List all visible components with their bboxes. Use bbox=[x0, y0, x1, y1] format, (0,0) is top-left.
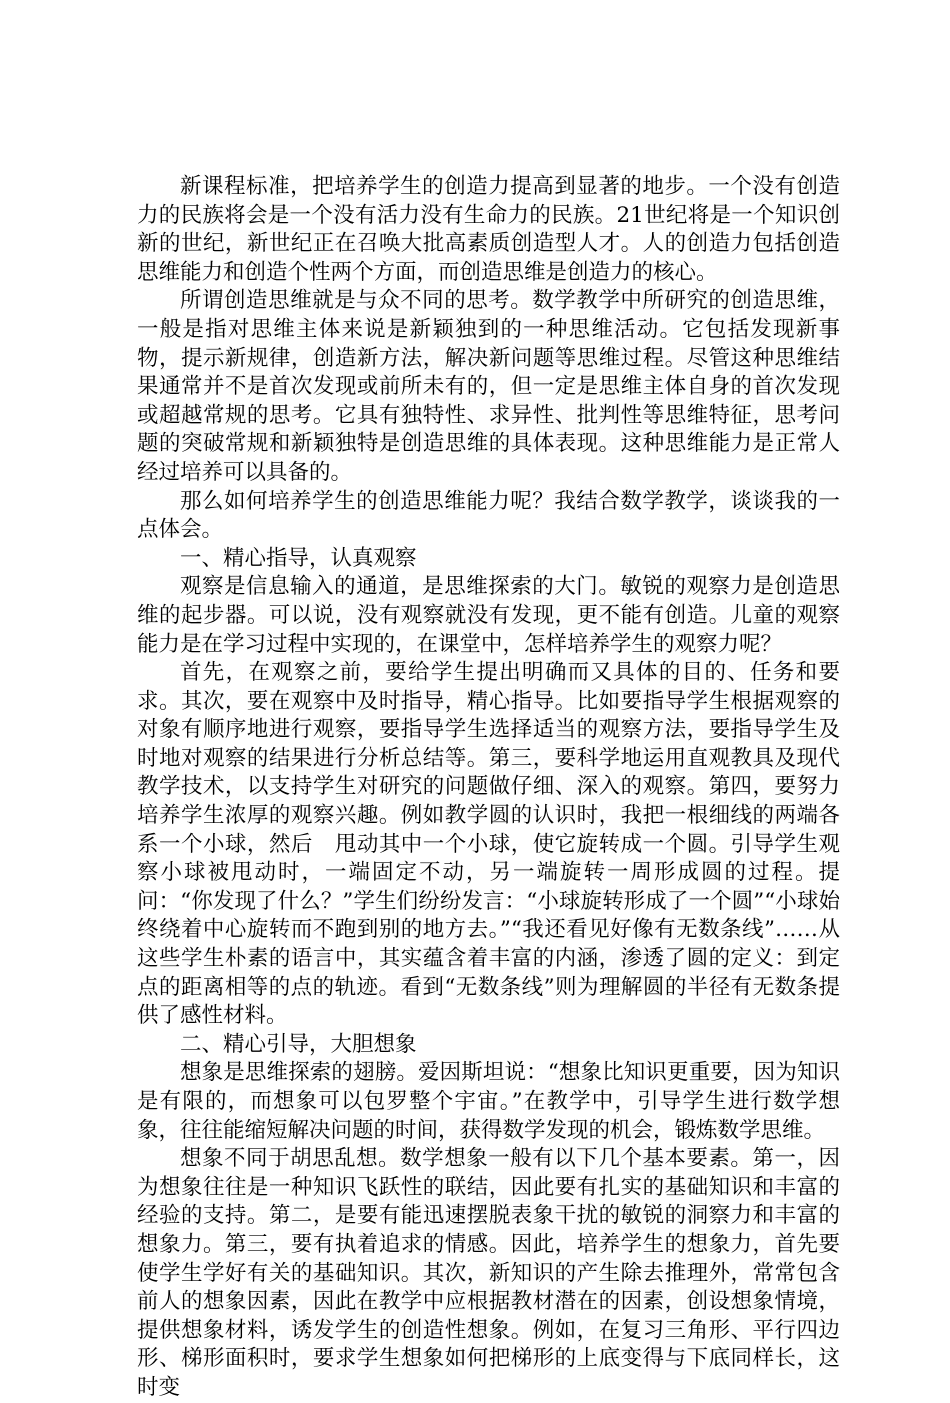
paragraph-creative-thinking-definition: 所谓创造思维就是与众不同的思考。数学教学中所研究的创造思维，一般是指对思维主体来说是新颖独到的一种思维活动。它包括发现新事物，提示新规律，创造新方法，解决新问题等思维过程。尽管这种思维结果通常并不是首次发现或前所未有的，但一定是思维主体自身的首次发现或超越常规的思考。它具有独特性、求异性、批判性等思维特征，思考问题的突破常规和新颖独特是创造思维的具体表现。这种思维能力是正常人经过培养可以具备的。 bbox=[137, 288, 840, 485]
paragraph-observation-methods: 首先，在观察之前，要给学生提出明确而又具体的目的、任务和要求。其次，要在观察中及时指导，精心指导。比如要指导学生根据观察的对象有顺序地进行观察，要指导学生选择适当的观察方法，要指导学生及时地对观察的结果进行分析总结等。第三，要科学地运用直观教具及现代教学技术，以支持学生对研究的问题做仔细、深入的观察。第四，要努力培养学生浓厚的观察兴趣。例如教学圆的认识时，我把一根细线的两端各系一个小球，然后 甩动其中一个小球，使它旋转成一个圆。引导学生观察小球被甩动时，一端固定不动，另一端旋转一周形成圆的过程。提问：“你发现了什么？”学生们纷纷发言：“小球旋转形成了一个圆”“小球始终绕着中心旋转而不跑到别的地方去。”“我还看见好像有无数条线”……从这些学生朴素的语言中，其实蕴含着丰富的内涵，渗透了圆的定义：到定点的距离相等的点的轨迹。看到“无数条线”则为理解圆的半径有无数条提供了感性材料。 bbox=[137, 660, 840, 1029]
section-heading-imagination: 二、精心引导，大胆想象 bbox=[180, 1031, 417, 1057]
paragraph-intro: 新课程标准，把培养学生的创造力提高到显著的地步。一个没有创造力的民族将会是一个没有活力没有生命力的民族。21世纪将是一个知识创新的世纪，新世纪正在召唤大批高素质创造型人才。人的创造力包括创造思维能力和创造个性两个方面，而创造思维是创造力的核心。 bbox=[137, 174, 840, 285]
section-heading-observation: 一、精心指导，认真观察 bbox=[180, 545, 417, 571]
paragraph-imagination-intro: 想象是思维探索的翅膀。爱因斯坦说：“想象比知识更重要，因为知识是有限的，而想象可以包罗整个宇宙。”在教学中，引导学生进行数学想象，往往能缩短解决问题的时间，获得数学发现的机会，锻炼数学思维。 bbox=[137, 1060, 840, 1143]
paragraph-observation-intro: 观察是信息输入的通道，是思维探索的大门。敏锐的观察力是创造思维的起步器。可以说，没有观察就没有发现，更不能有创造。儿童的观察能力是在学习过程中实现的，在课堂中，怎样培养学生的观察力呢？ bbox=[137, 574, 840, 657]
paragraph-imagination-elements: 想象不同于胡思乱想。数学想象一般有以下几个基本要素。第一，因为想象往往是一种知识飞跃性的联结，因此要有扎实的基础知识和丰富的经验的支持。第二，是要有能迅速摆脱表象干扰的敏锐的洞察力和丰富的想象力。第三，要有执着追求的情感。因此，培养学生的想象力，首先要使学生学好有关的基础知识。其次，新知识的产生除去推理外，常常包含前人的想象因素，因此在教学中应根据教材潜在的因素，创设想象情境，提供想象材料，诱发学生的创造性想象。例如，在复习三角形、平行四边形、梯形面积时，要求学生想象如何把梯形的上底变得与下底同样长，这时变 bbox=[137, 1146, 840, 1400]
document-body bbox=[137, 173, 840, 1403]
paragraph-question: 那么如何培养学生的创造思维能力呢？我结合数学教学，谈谈我的一点体会。 bbox=[137, 488, 840, 543]
